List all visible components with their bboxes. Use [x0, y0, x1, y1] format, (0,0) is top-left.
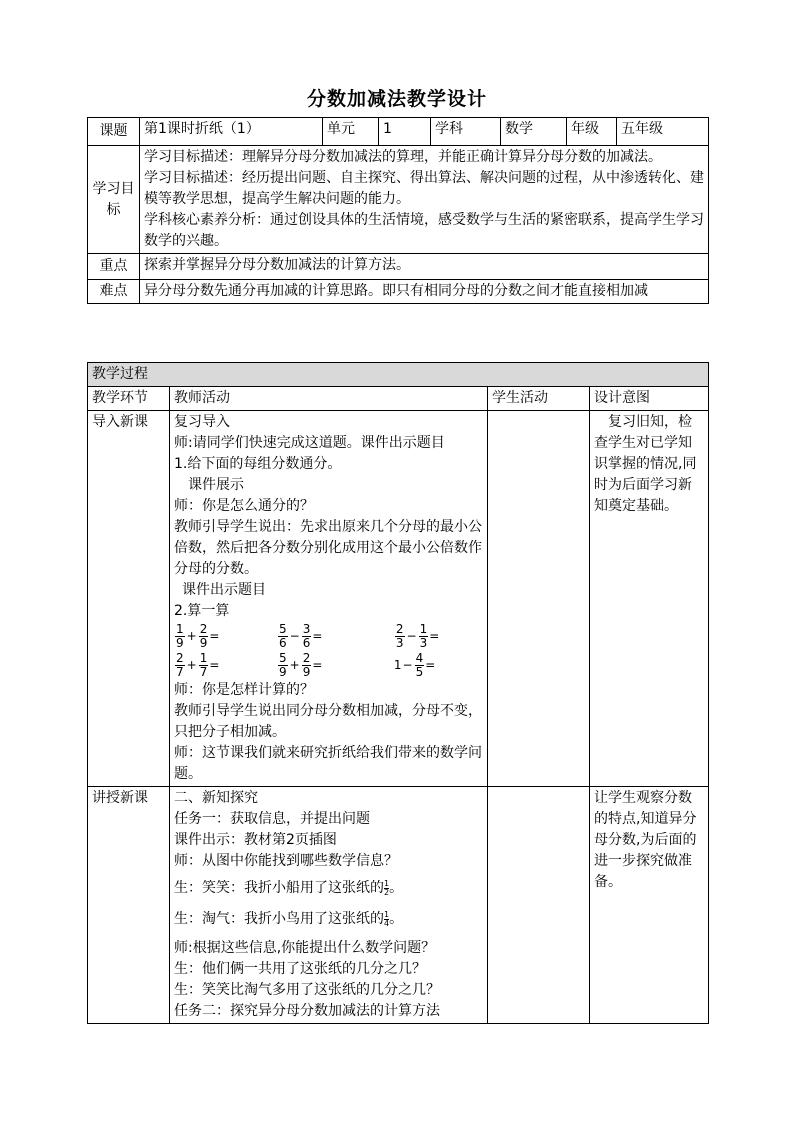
exercise: 1 − $\frac{4}{5}$ = — [393, 651, 436, 679]
exercise: $\frac{2}{3}$ − $\frac{1}{3}$ = — [395, 622, 440, 650]
activity-line: 生：他们俩一共用了这张纸的几分之几？ — [174, 961, 426, 977]
column-student: 学生活动 — [488, 387, 590, 411]
activity-line: 师：这节课我们就来研究折纸给我们带来的数学问题。 — [174, 745, 482, 782]
activity-line: 生：笑笑比淘气多用了这张纸的几分之几？ — [174, 982, 440, 998]
subject-label: 学科 — [431, 118, 501, 146]
exercise-grid — [174, 622, 483, 680]
exercise: $\frac{1}{9}$ + $\frac{2}{9}$ = — [176, 622, 220, 650]
activity-line: 教师引导学生说出：先求出原来几个分母的最小公倍数，然后把各分数分别化成用这个最小公倍数作分母的分数。 — [174, 519, 482, 577]
objective-line: 学科核心素养分析：通过创设具体的生活情境，感受数学与生活的紧密联系，提高学生学习数学的兴趣。 — [144, 212, 704, 249]
intro-student-activity — [488, 411, 590, 787]
new-stage: 讲授新课 — [88, 787, 170, 1024]
taoqi-line: 生：淘气：我折小鸟用了这张纸的 $\frac{1}{4}$ 。 — [174, 909, 404, 928]
activity-line: 2.算一算 — [174, 603, 230, 619]
fraction: $\frac{5}{9}$ — [279, 651, 287, 679]
fraction: $\frac{1}{2}$ — [384, 878, 390, 897]
fraction: $\frac{3}{6}$ — [302, 622, 311, 650]
column-intent: 设计意图 — [590, 387, 709, 411]
activity-line: 课件出示题目 — [182, 582, 266, 598]
activity-line: 任务二：探究异分母分数加减法的计算方法 — [174, 1003, 440, 1019]
new-teacher-activity — [170, 787, 488, 1024]
new-student-activity — [488, 787, 590, 1024]
objective-line: 学习目标描述：经历提出问题、自主探究、得出算法、解决问题的过程，从中渗透转化、建模等教学思想，提高学生解决问题的能力。 — [144, 170, 704, 207]
exercise-row — [174, 622, 483, 651]
activity-line: 教师引导学生说出同分母分数相加减，分母不变，只把分子相加减。 — [174, 703, 482, 740]
unit-value: 1 — [379, 118, 431, 146]
intro-teacher-activity — [170, 411, 488, 787]
exercise: $\frac{2}{7}$ + $\frac{1}{7}$ = — [176, 651, 220, 679]
fraction: $\frac{2}{9}$ — [302, 651, 311, 679]
unit-label: 单元 — [323, 118, 379, 146]
activity-line: 课件展示 — [188, 477, 244, 493]
fraction: $\frac{1}{9}$ — [176, 622, 184, 650]
difficulty-label: 难点 — [88, 280, 140, 304]
objectives-label: 学习目标 — [88, 146, 140, 254]
column-stage: 教学环节 — [88, 387, 170, 411]
process-table — [87, 362, 709, 1024]
info-table — [87, 117, 709, 304]
xiaoxiao-line: 生：笑笑：我折小船用了这张纸的 $\frac{1}{2}$ 。 — [174, 878, 404, 897]
fraction: $\frac{2}{3}$ — [395, 622, 404, 650]
subject-value: 数学 — [501, 118, 567, 146]
key-point-text: 探索并掌握异分母分数加减法的计算方法。 — [140, 254, 709, 280]
activity-line: 二、新知探究 — [174, 790, 258, 806]
fraction: $\frac{1}{7}$ — [199, 651, 208, 679]
activity-line: 任务一：获取信息，并提出问题 — [174, 811, 370, 827]
activity-line: 课件出示：教材第2页插图 — [174, 832, 337, 848]
fraction: $\frac{4}{5}$ — [415, 651, 424, 679]
key-point-label: 重点 — [88, 254, 140, 280]
activity-line: 师：从图中你能找到哪些数学信息？ — [174, 853, 398, 869]
fraction: $\frac{5}{6}$ — [279, 622, 287, 650]
fraction: $\frac{2}{7}$ — [176, 651, 184, 679]
fraction: $\frac{2}{9}$ — [199, 622, 208, 650]
intro-stage: 导入新课 — [88, 411, 170, 787]
activity-line: 1.给下面的每组分数通分。 — [174, 456, 342, 472]
activity-line: 师:请同学们快速完成这道题。课件出示题目 — [174, 435, 445, 451]
fraction: $\frac{1}{4}$ — [384, 909, 390, 928]
page-title: 分数加减法教学设计 — [306, 88, 487, 110]
objective-line: 学习目标描述：理解异分母分数加减法的算理，并能正确计算异分母分数的加减法。 — [144, 149, 662, 165]
grade-label: 年级 — [567, 118, 617, 146]
new-intent: 让学生观察分数的特点,知道异分母分数,为后面的进一步探究做准备。 — [590, 787, 709, 1024]
objectives-content — [140, 146, 709, 254]
difficulty-text: 异分母分数先通分再加减的计算思路。即只有相同分母的分数之间才能直接相加减 — [140, 280, 709, 304]
activity-line: 师：你是怎样计算的？ — [174, 682, 314, 698]
activity-line: 复习导入 — [174, 414, 230, 430]
topic-value: 第1课时折纸（1） — [140, 118, 323, 146]
exercise-row — [174, 651, 483, 680]
column-teacher: 教师活动 — [170, 387, 488, 411]
activity-line: 师:根据这些信息,你能提出什么数学问题？ — [174, 940, 436, 956]
intro-intent: 复习旧知，检查学生对已学知识掌握的情况,同时为后面学习新知奠定基础。 — [590, 411, 709, 787]
activity-line: 师：你是怎么通分的？ — [174, 498, 314, 514]
topic-label: 课题 — [88, 118, 140, 146]
fraction: $\frac{1}{3}$ — [419, 622, 428, 650]
process-header: 教学过程 — [88, 363, 709, 387]
exercise: $\frac{5}{9}$ + $\frac{2}{9}$ = — [279, 651, 323, 679]
grade-value: 五年级 — [617, 118, 709, 146]
exercise: $\frac{5}{6}$ − $\frac{3}{6}$ = — [279, 622, 323, 650]
